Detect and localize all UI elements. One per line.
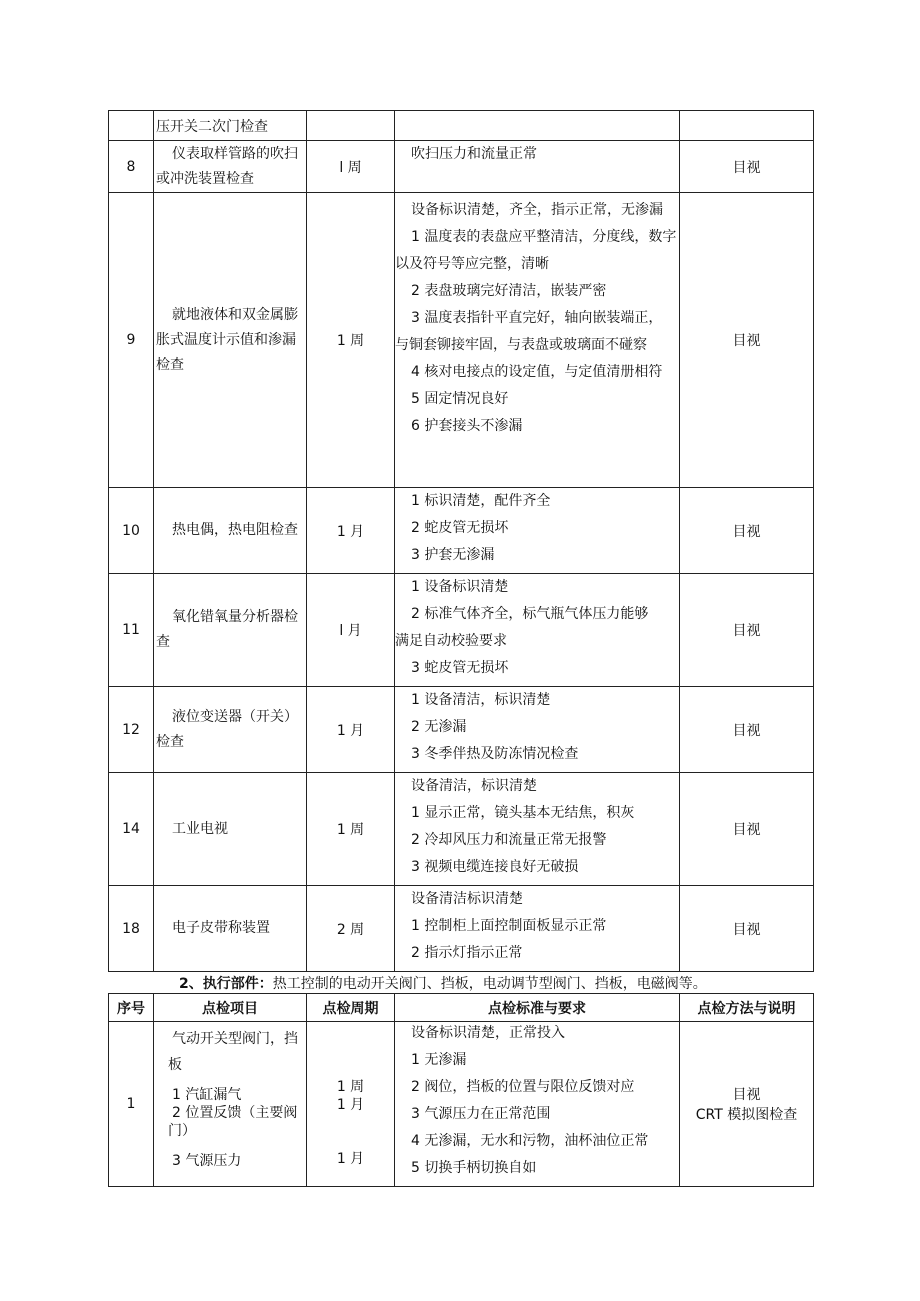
row-standard: [395, 141, 680, 193]
standard-line: 1 显示正常，镜头基本无结焦，积灰: [411, 805, 635, 821]
table-row: [109, 488, 814, 574]
item-line: 2 位置反馈（主要阀: [172, 1105, 298, 1121]
row-standard: [395, 193, 680, 488]
row-method: 目视: [680, 886, 814, 972]
row-method: 目视: [680, 488, 814, 574]
table-row: [109, 574, 814, 687]
row-item: [154, 773, 307, 886]
standard-line: 2 冷却风压力和流量正常无报警: [411, 832, 607, 848]
row-cycle: l 周: [307, 141, 395, 193]
item-line: 液位变送器（开关）: [172, 708, 298, 725]
item-line: 胀式温度计示值和渗漏: [156, 331, 296, 348]
row-item: [154, 574, 307, 687]
standard-line: 1 温度表的表盘应平整清洁，分度线，数字: [411, 229, 677, 245]
row-number: 14: [109, 773, 154, 886]
standard-line: 2 蛇皮管无损坏: [411, 520, 509, 536]
standard-line: 6 护套接头不渗漏: [411, 418, 523, 434]
section-heading: [179, 973, 707, 993]
row-cycle: [307, 111, 395, 141]
item-line: 就地液体和双金属膨: [172, 306, 298, 323]
method-line: 目视: [732, 1087, 761, 1103]
item-line: 电子皮带称装置: [172, 920, 270, 936]
standard-line: 4 核对电接点的设定值，与定值清册相符: [411, 364, 663, 380]
row-number: 8: [109, 141, 154, 193]
standard-line: 2 标准气体齐全，标气瓶气体压力能够: [411, 606, 649, 622]
standard-line: 3 护套无渗漏: [411, 547, 495, 563]
row-item: [154, 488, 307, 574]
row-standard: [395, 886, 680, 972]
standard-line: 3 蛇皮管无损坏: [411, 660, 509, 676]
standard-line: 设备标识清楚，齐全，指示正常，无渗漏: [411, 202, 663, 218]
item-line: 查: [156, 634, 170, 650]
standard-line: 3 视频电缆连接良好无破损: [411, 859, 579, 875]
table-row: [109, 111, 814, 141]
item-line: 气动开关型阀门，挡: [172, 1031, 298, 1047]
row-method: 目视: [680, 141, 814, 193]
standard-line: 5 切换手柄切换自如: [411, 1160, 537, 1176]
row-number: 12: [109, 687, 154, 773]
standard-line: 5 固定情况良好: [411, 391, 509, 407]
item-line: 检查: [156, 356, 184, 373]
header-cycle: 点检周期: [307, 994, 395, 1022]
row-method: 目视: [680, 687, 814, 773]
row-number: [109, 111, 154, 141]
item-line: 板: [168, 1057, 182, 1073]
standard-line: 1 标识清楚，配件齐全: [411, 493, 551, 509]
standard-line: 2 指示灯指示正常: [411, 945, 523, 961]
item-line: 检查: [156, 733, 184, 750]
row-number: 1: [109, 1022, 154, 1187]
standard-line: 1 设备标识清楚: [411, 579, 509, 595]
row-cycle: 1 月: [307, 488, 395, 574]
standard-line: 设备清洁，标识清楚: [411, 778, 537, 794]
row-item: [154, 193, 307, 488]
header-row: [109, 994, 814, 1022]
table-row: [109, 141, 814, 193]
header-standard: 点检标准与要求: [395, 994, 680, 1022]
item-line: 热电偶，热电阻检查: [172, 522, 298, 538]
table-row: [109, 193, 814, 488]
row-number: 11: [109, 574, 154, 687]
standard-line: 2 表盘玻璃完好清洁，嵌装严密: [411, 283, 607, 299]
row-method: 目视: [680, 193, 814, 488]
item-line: 或冲洗装置检查: [156, 170, 254, 187]
cycle-value: 1 月: [336, 1151, 365, 1167]
item-line: 工业电视: [172, 820, 228, 837]
row-method: [680, 1022, 814, 1187]
table-row: [109, 773, 814, 886]
row-cycle: 1 周: [307, 773, 395, 886]
section-label: 2、执行部件：: [179, 976, 273, 992]
table-row: [109, 687, 814, 773]
cycle-value: 1 月: [336, 1097, 365, 1113]
row-standard: [395, 1022, 680, 1187]
standard-line: 1 无渗漏: [411, 1052, 467, 1068]
inspection-table-1: [108, 110, 814, 972]
standard-line: 1 控制柜上面控制面板显示正常: [411, 918, 607, 934]
row-standard: [395, 488, 680, 574]
row-number: 10: [109, 488, 154, 574]
item-line: 门）: [168, 1123, 196, 1139]
item-line: 压开关二次门检查: [156, 119, 268, 135]
row-method: 目视: [680, 773, 814, 886]
row-cycle: 1 周: [307, 193, 395, 488]
inspection-table-2: [108, 993, 814, 1187]
standard-line: 4 无渗漏，无水和污物，油杯油位正常: [411, 1133, 649, 1149]
item-line: 1 汽缸漏气: [172, 1087, 242, 1103]
row-item: [154, 111, 307, 141]
standard-line: 2 阀位，挡板的位置与限位反馈对应: [411, 1079, 635, 1095]
header-item: 点检项目: [154, 994, 307, 1022]
standard-line: 设备标识清楚，正常投入: [411, 1025, 565, 1041]
table-row: [109, 1022, 814, 1187]
row-item: [154, 687, 307, 773]
standard-line: 设备清洁标识清楚: [411, 891, 523, 907]
row-cycle: 2 周: [307, 886, 395, 972]
item-line: 氧化错氧量分析器检: [172, 609, 298, 625]
standard-line: 满足自动校验要求: [395, 633, 507, 649]
header-no: 序号: [109, 994, 154, 1022]
row-number: 18: [109, 886, 154, 972]
row-method: 目视: [680, 574, 814, 687]
row-item: [154, 1022, 307, 1187]
standard-line: 2 无渗漏: [411, 719, 467, 735]
standard-line: 3 冬季伴热及防冻情况检查: [411, 746, 579, 762]
standard-line: 吹扫压力和流量正常: [411, 146, 537, 162]
row-standard: [395, 773, 680, 886]
table-row: [109, 886, 814, 972]
item-line: 仪表取样管路的吹扫: [172, 145, 298, 162]
method-line: CRT 模拟图检查: [695, 1107, 798, 1123]
row-cycle: [307, 1022, 395, 1187]
standard-line: 以及符号等应完整，清晰: [395, 256, 549, 272]
standard-line: 与铜套铆接牢固，与表盘或玻璃面不碰察: [395, 337, 647, 353]
row-standard: [395, 574, 680, 687]
row-method: [680, 111, 814, 141]
row-cycle: 1 月: [307, 687, 395, 773]
header-method: 点检方法与说明: [680, 994, 814, 1022]
row-standard: [395, 111, 680, 141]
standard-line: 3 温度表指针平直完好，轴向嵌装端正，: [411, 310, 663, 326]
row-standard: [395, 687, 680, 773]
section-text: 热工控制的电动开关阀门、挡板，电动调节型阀门、挡板，电磁阀等。: [272, 976, 707, 992]
row-item: [154, 141, 307, 193]
standard-line: 3 气源压力在正常范围: [411, 1106, 551, 1122]
cycle-value: 1 周: [336, 1079, 365, 1095]
standard-line: 1 设备清洁，标识清楚: [411, 692, 551, 708]
row-number: 9: [109, 193, 154, 488]
row-item: [154, 886, 307, 972]
item-line: 3 气源压力: [172, 1153, 242, 1169]
row-cycle: l 月: [307, 574, 395, 687]
